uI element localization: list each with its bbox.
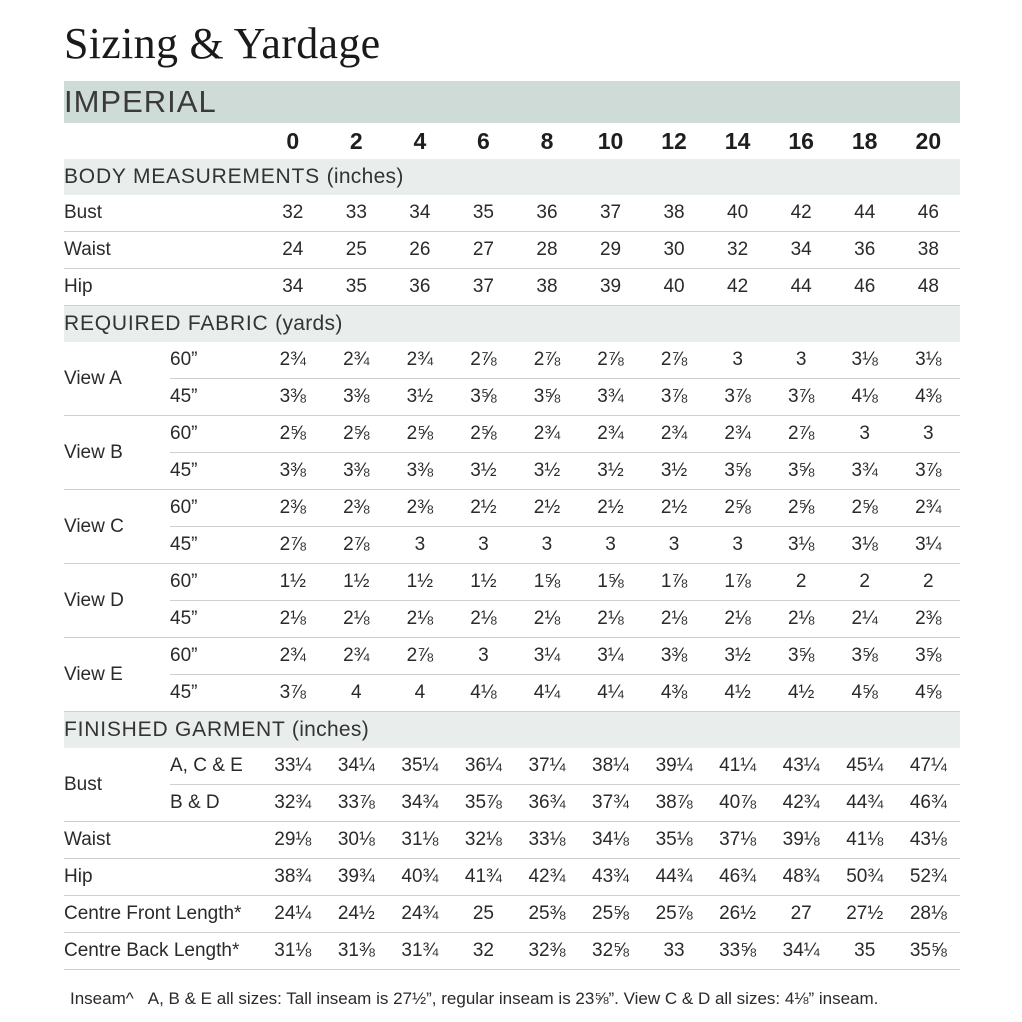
section-header-finished — [64, 712, 960, 749]
value-cell: 29⅛ — [261, 822, 325, 859]
value-cell: 3 — [833, 416, 897, 453]
value-cell: 32⅝ — [579, 933, 643, 970]
value-cell: 2⅛ — [325, 601, 389, 638]
section-header-body — [64, 159, 960, 195]
value-cell: 31⅛ — [388, 822, 452, 859]
value-cell: 32 — [706, 232, 770, 269]
value-cell: 3¾ — [579, 379, 643, 416]
view-label: View D — [64, 564, 170, 638]
value-cell: 31⅛ — [261, 933, 325, 970]
value-cell: 33 — [642, 933, 706, 970]
value-cell: 4½ — [706, 675, 770, 712]
value-cell: 2⅝ — [325, 416, 389, 453]
value-cell: 2⅝ — [261, 416, 325, 453]
fabric-width: 45” — [170, 379, 261, 416]
fabric-row — [64, 527, 960, 564]
value-cell: 25 — [452, 896, 516, 933]
value-cell: 32⅜ — [515, 933, 579, 970]
value-cell: 41⅛ — [833, 822, 897, 859]
value-cell: 3¼ — [896, 527, 960, 564]
value-cell: 2 — [833, 564, 897, 601]
value-cell: 1½ — [261, 564, 325, 601]
size-header: 14 — [724, 127, 751, 154]
value-cell: 26½ — [706, 896, 770, 933]
value-cell: 2⅛ — [452, 601, 516, 638]
value-cell: 4⅝ — [896, 675, 960, 712]
inseam-footnote — [70, 989, 878, 1009]
value-cell: 32 — [452, 933, 516, 970]
fabric-row — [64, 453, 960, 490]
fabric-row — [64, 638, 960, 675]
row-label: Waist — [64, 232, 261, 269]
view-group-label: B & D — [170, 785, 261, 822]
value-cell: 3⅞ — [261, 675, 325, 712]
finished-bust-row — [64, 748, 960, 785]
fabric-width: 60” — [170, 490, 261, 527]
section-unit: (yards) — [275, 312, 343, 335]
fabric-width: 60” — [170, 564, 261, 601]
value-cell: 4⅛ — [833, 379, 897, 416]
value-cell: 4⅜ — [642, 675, 706, 712]
fabric-row — [64, 601, 960, 638]
value-cell: 32¾ — [261, 785, 325, 822]
value-cell: 33 — [325, 195, 389, 232]
value-cell: 3 — [896, 416, 960, 453]
value-cell: 4¼ — [579, 675, 643, 712]
value-cell: 36 — [833, 232, 897, 269]
value-cell: 30 — [642, 232, 706, 269]
fabric-width: 45” — [170, 675, 261, 712]
value-cell: 36¾ — [515, 785, 579, 822]
value-cell: 27 — [452, 232, 516, 269]
value-cell: 37 — [452, 269, 516, 306]
value-cell: 40 — [706, 195, 770, 232]
value-cell: 50¾ — [833, 859, 897, 896]
row-label: Bust — [64, 195, 261, 232]
section-title-text: REQUIRED FABRIC — [64, 312, 269, 335]
value-cell: 2⅞ — [642, 342, 706, 379]
value-cell: 39¼ — [642, 748, 706, 785]
value-cell: 25⅝ — [579, 896, 643, 933]
finished-row — [64, 859, 960, 896]
value-cell: 3½ — [642, 453, 706, 490]
value-cell: 1⅞ — [706, 564, 770, 601]
value-cell: 33⅛ — [515, 822, 579, 859]
value-cell: 25⅜ — [515, 896, 579, 933]
value-cell: 2⅞ — [388, 638, 452, 675]
value-cell: 44¾ — [642, 859, 706, 896]
value-cell: 43¼ — [769, 748, 833, 785]
value-cell: 3 — [642, 527, 706, 564]
value-cell: 24¾ — [388, 896, 452, 933]
value-cell: 34¼ — [769, 933, 833, 970]
value-cell: 44 — [769, 269, 833, 306]
value-cell: 2⅞ — [515, 342, 579, 379]
units-band — [64, 81, 960, 123]
section-unit: (inches) — [291, 718, 369, 741]
value-cell: 36 — [515, 195, 579, 232]
value-cell: 3⅜ — [261, 379, 325, 416]
value-cell: 1⅝ — [515, 564, 579, 601]
size-header-spacer — [64, 123, 261, 159]
value-cell: 28 — [515, 232, 579, 269]
row-label: Hip — [64, 269, 261, 306]
value-cell: 2⅛ — [261, 601, 325, 638]
section-title-text: BODY MEASUREMENTS — [64, 165, 320, 188]
value-cell: 42 — [706, 269, 770, 306]
fabric-width: 60” — [170, 416, 261, 453]
value-cell: 44¾ — [833, 785, 897, 822]
row-label: Waist — [64, 822, 261, 859]
value-cell: 2⅝ — [769, 490, 833, 527]
value-cell: 2⅛ — [769, 601, 833, 638]
value-cell: 24 — [261, 232, 325, 269]
value-cell: 34 — [769, 232, 833, 269]
value-cell: 39⅛ — [769, 822, 833, 859]
value-cell: 3⅝ — [833, 638, 897, 675]
value-cell: 3½ — [579, 453, 643, 490]
value-cell: 52¾ — [896, 859, 960, 896]
fabric-row — [64, 379, 960, 416]
value-cell: 1½ — [388, 564, 452, 601]
units-label: IMPERIAL — [64, 81, 960, 123]
value-cell: 2½ — [452, 490, 516, 527]
value-cell: 34 — [261, 269, 325, 306]
value-cell: 1⅞ — [642, 564, 706, 601]
value-cell: 35⅛ — [642, 822, 706, 859]
value-cell: 3½ — [388, 379, 452, 416]
value-cell: 2¾ — [325, 638, 389, 675]
footnote-text: A, B & E all sizes: Tall inseam is 27½”, regular inseam is 23⅝”. View C & D all sizes: 4⅛” inseam. — [147, 989, 879, 1008]
value-cell: 39¾ — [325, 859, 389, 896]
value-cell: 3¾ — [833, 453, 897, 490]
page-title: Sizing & Yardage — [64, 19, 381, 68]
value-cell: 42 — [769, 195, 833, 232]
value-cell: 2⅝ — [833, 490, 897, 527]
value-cell: 3 — [706, 527, 770, 564]
value-cell: 3⅜ — [642, 638, 706, 675]
value-cell: 2⅝ — [706, 490, 770, 527]
value-cell: 3 — [579, 527, 643, 564]
size-header: 0 — [286, 127, 300, 154]
value-cell: 2⅜ — [388, 490, 452, 527]
value-cell: 38⅞ — [642, 785, 706, 822]
value-cell: 2¾ — [515, 416, 579, 453]
value-cell: 37⅛ — [706, 822, 770, 859]
value-cell: 47¼ — [896, 748, 960, 785]
row-label: Hip — [64, 859, 261, 896]
size-header: 10 — [597, 127, 624, 154]
value-cell: 2⅛ — [515, 601, 579, 638]
fabric-row — [64, 675, 960, 712]
value-cell: 44 — [833, 195, 897, 232]
fabric-width: 60” — [170, 342, 261, 379]
value-cell: 35 — [452, 195, 516, 232]
fabric-width: 60” — [170, 638, 261, 675]
value-cell: 2⅝ — [388, 416, 452, 453]
value-cell: 3⅞ — [642, 379, 706, 416]
value-cell: 2¾ — [706, 416, 770, 453]
value-cell: 31¾ — [388, 933, 452, 970]
value-cell: 41¼ — [706, 748, 770, 785]
value-cell: 42¾ — [769, 785, 833, 822]
value-cell: 1½ — [325, 564, 389, 601]
footnote-label: Inseam^ — [70, 989, 134, 1008]
value-cell: 35¼ — [388, 748, 452, 785]
value-cell: 4 — [388, 675, 452, 712]
value-cell: 3⅝ — [896, 638, 960, 675]
value-cell: 3 — [769, 342, 833, 379]
value-cell: 36 — [388, 269, 452, 306]
value-cell: 40 — [642, 269, 706, 306]
section-header-fabric — [64, 306, 960, 343]
value-cell: 2¾ — [896, 490, 960, 527]
section-title-text: FINISHED GARMENT — [64, 718, 286, 741]
fabric-row — [64, 416, 960, 453]
value-cell: 4⅝ — [833, 675, 897, 712]
value-cell: 3¼ — [515, 638, 579, 675]
value-cell: 37¾ — [579, 785, 643, 822]
value-cell: 3 — [515, 527, 579, 564]
value-cell: 2½ — [579, 490, 643, 527]
body-row — [64, 232, 960, 269]
fabric-row — [64, 490, 960, 527]
value-cell: 3 — [452, 638, 516, 675]
value-cell: 46¾ — [706, 859, 770, 896]
view-label: View C — [64, 490, 170, 564]
value-cell: 2¾ — [642, 416, 706, 453]
value-cell: 46¾ — [896, 785, 960, 822]
fabric-row — [64, 564, 960, 601]
sizing-table — [64, 81, 960, 970]
value-cell: 3⅝ — [515, 379, 579, 416]
value-cell: 34¼ — [325, 748, 389, 785]
size-header: 4 — [413, 127, 427, 154]
value-cell: 2⅞ — [325, 527, 389, 564]
value-cell: 3⅛ — [896, 342, 960, 379]
body-row — [64, 195, 960, 232]
value-cell: 48 — [896, 269, 960, 306]
value-cell: 3⅞ — [769, 379, 833, 416]
value-cell: 3 — [706, 342, 770, 379]
value-cell: 35⅝ — [896, 933, 960, 970]
fabric-width: 45” — [170, 453, 261, 490]
value-cell: 34¾ — [388, 785, 452, 822]
value-cell: 2¾ — [261, 638, 325, 675]
value-cell: 3⅜ — [325, 379, 389, 416]
value-cell: 43⅛ — [896, 822, 960, 859]
row-label: Bust — [64, 748, 170, 822]
value-cell: 33⅞ — [325, 785, 389, 822]
value-cell: 2¾ — [388, 342, 452, 379]
value-cell: 2½ — [515, 490, 579, 527]
value-cell: 40⅞ — [706, 785, 770, 822]
value-cell: 3⅛ — [833, 527, 897, 564]
value-cell: 3⅝ — [769, 638, 833, 675]
value-cell: 3⅝ — [706, 453, 770, 490]
value-cell: 33⅝ — [706, 933, 770, 970]
fabric-row — [64, 342, 960, 379]
value-cell: 38 — [515, 269, 579, 306]
value-cell: 2⅛ — [642, 601, 706, 638]
value-cell: 32 — [261, 195, 325, 232]
value-cell: 3 — [388, 527, 452, 564]
value-cell: 25⅞ — [642, 896, 706, 933]
value-cell: 3⅝ — [452, 379, 516, 416]
size-header: 20 — [915, 127, 942, 154]
value-cell: 36¼ — [452, 748, 516, 785]
value-cell: 3⅜ — [261, 453, 325, 490]
value-cell: 27 — [769, 896, 833, 933]
value-cell: 2¼ — [833, 601, 897, 638]
value-cell: 38¾ — [261, 859, 325, 896]
value-cell: 42¾ — [515, 859, 579, 896]
value-cell: 3½ — [706, 638, 770, 675]
value-cell: 1⅝ — [579, 564, 643, 601]
value-cell: 2 — [769, 564, 833, 601]
value-cell: 27½ — [833, 896, 897, 933]
value-cell: 37¼ — [515, 748, 579, 785]
row-label: Centre Back Length* — [64, 933, 261, 970]
finished-row — [64, 896, 960, 933]
value-cell: 31⅜ — [325, 933, 389, 970]
value-cell: 3⅜ — [388, 453, 452, 490]
size-header-row — [64, 123, 960, 159]
value-cell: 3 — [452, 527, 516, 564]
value-cell: 29 — [579, 232, 643, 269]
value-cell: 2⅞ — [261, 527, 325, 564]
value-cell: 48¾ — [769, 859, 833, 896]
value-cell: 4⅛ — [452, 675, 516, 712]
value-cell: 2⅞ — [769, 416, 833, 453]
value-cell: 3⅛ — [769, 527, 833, 564]
value-cell: 46 — [896, 195, 960, 232]
section-title — [64, 159, 960, 195]
value-cell: 2⅞ — [452, 342, 516, 379]
value-cell: 2⅛ — [388, 601, 452, 638]
value-cell: 2½ — [642, 490, 706, 527]
value-cell: 28⅛ — [896, 896, 960, 933]
value-cell: 3⅞ — [896, 453, 960, 490]
size-header: 6 — [477, 127, 490, 154]
finished-row — [64, 822, 960, 859]
value-cell: 32⅛ — [452, 822, 516, 859]
value-cell: 3¼ — [579, 638, 643, 675]
value-cell: 3½ — [452, 453, 516, 490]
value-cell: 38¼ — [579, 748, 643, 785]
value-cell: 35 — [325, 269, 389, 306]
size-header: 16 — [788, 127, 814, 154]
value-cell: 3½ — [515, 453, 579, 490]
size-header: 2 — [349, 127, 363, 154]
value-cell: 45¼ — [833, 748, 897, 785]
value-cell: 34⅛ — [579, 822, 643, 859]
value-cell: 3⅛ — [833, 342, 897, 379]
value-cell: 35⅞ — [452, 785, 516, 822]
body-row — [64, 269, 960, 306]
value-cell: 39 — [579, 269, 643, 306]
value-cell: 4⅜ — [896, 379, 960, 416]
finished-row — [64, 933, 960, 970]
fabric-width: 45” — [170, 601, 261, 638]
value-cell: 2 — [896, 564, 960, 601]
value-cell: 30⅛ — [325, 822, 389, 859]
value-cell: 46 — [833, 269, 897, 306]
section-unit: (inches) — [326, 165, 404, 188]
value-cell: 24¼ — [261, 896, 325, 933]
value-cell: 2⅜ — [325, 490, 389, 527]
value-cell: 40¾ — [388, 859, 452, 896]
value-cell: 2¾ — [579, 416, 643, 453]
value-cell: 4 — [325, 675, 389, 712]
view-label: View B — [64, 416, 170, 490]
value-cell: 2⅛ — [579, 601, 643, 638]
value-cell: 41¾ — [452, 859, 516, 896]
size-header: 8 — [540, 127, 554, 154]
section-title — [64, 712, 960, 749]
view-label: View E — [64, 638, 170, 712]
value-cell: 2¾ — [325, 342, 389, 379]
value-cell: 2¾ — [261, 342, 325, 379]
finished-bust-row — [64, 785, 960, 822]
value-cell: 4½ — [769, 675, 833, 712]
value-cell: 2⅞ — [579, 342, 643, 379]
value-cell: 2⅛ — [706, 601, 770, 638]
value-cell: 34 — [388, 195, 452, 232]
size-header: 12 — [661, 127, 687, 154]
value-cell: 24½ — [325, 896, 389, 933]
section-title — [64, 306, 960, 343]
value-cell: 25 — [325, 232, 389, 269]
value-cell: 3⅜ — [325, 453, 389, 490]
value-cell: 2⅜ — [896, 601, 960, 638]
value-cell: 35 — [833, 933, 897, 970]
value-cell: 3⅞ — [706, 379, 770, 416]
value-cell: 2⅝ — [452, 416, 516, 453]
value-cell: 2⅜ — [261, 490, 325, 527]
value-cell: 3⅝ — [769, 453, 833, 490]
value-cell: 37 — [579, 195, 643, 232]
value-cell: 26 — [388, 232, 452, 269]
view-label: View A — [64, 342, 170, 416]
size-header: 18 — [851, 127, 878, 154]
value-cell: 33¼ — [261, 748, 325, 785]
value-cell: 38 — [896, 232, 960, 269]
value-cell: 1½ — [452, 564, 516, 601]
view-group-label: A, C & E — [170, 748, 261, 785]
fabric-width: 45” — [170, 527, 261, 564]
row-label: Centre Front Length* — [64, 896, 261, 933]
value-cell: 43¾ — [579, 859, 643, 896]
value-cell: 38 — [642, 195, 706, 232]
value-cell: 4¼ — [515, 675, 579, 712]
